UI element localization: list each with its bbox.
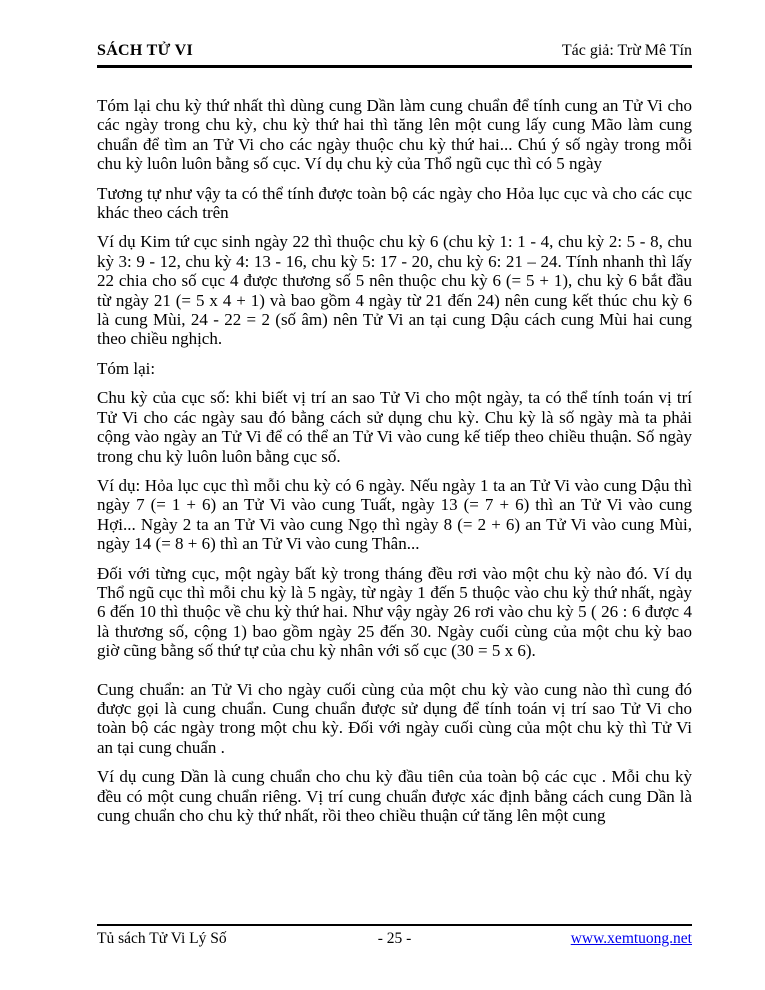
header-author: Tác giả: Trừ Mê Tín bbox=[561, 42, 692, 59]
footer-series-title: Tủ sách Tử Vi Lý Số bbox=[97, 930, 227, 947]
page-header bbox=[97, 42, 692, 68]
paragraph-2: Tương tự như vậy ta có thể tính được toàn bộ các ngày cho Hỏa lục cục và cho các cục khác theo cách trên bbox=[97, 183, 692, 223]
header-book-title: SÁCH TỬ VI bbox=[97, 42, 194, 59]
footer-page-number: - 25 - bbox=[377, 930, 412, 947]
paragraph-7: Đối với từng cục, một ngày bất kỳ trong tháng đều rơi vào một chu kỳ nào đó. Ví dụ Thổ ngũ cục thì mỗi chu kỳ là 5 ngày, từ ngày 1 đến 5 thuộc vào chu kỳ thứ nhất, ngày 6 đến 10 thì thuộc về chu kỳ thứ hai. Như vậy ngày 26 rơi vào chu kỳ 5 ( 26 : 6 được 4 là thương số, cộng 1) bao gồm ngày 25 đến 30. Ngày cuối cùng của một chu kỳ bao giờ cũng bằng số thứ tự của chu kỳ nhân với số cục (30 = 5 x 6). bbox=[97, 563, 692, 661]
paragraph-6: Ví dụ: Hỏa lục cục thì mỗi chu kỳ có 6 ngày. Nếu ngày 1 ta an Tử Vi vào cung Dậu thì ngày 7 (= 1 + 6) an Tử Vi vào cung Tuất, ngày 13 (= 7 + 6) thì an Tử Vi vào cung Hợi... Ngày 2 ta an Tử Vi vào cung Ngọ thì ngày 8 (= 2 + 6) an Tử Vi vào cung Mùi, ngày 14 (= 8 + 6) thì an Tử Vi vào cung Thân... bbox=[97, 475, 692, 554]
paragraph-1: Tóm lại chu kỳ thứ nhất thì dùng cung Dần làm cung chuẩn để tính cung an Tử Vi cho các ngày trong chu kỳ, chu kỳ thứ hai thì tăng lên một cung lấy cung Mão làm cung chuẩn để tìm an Tử Vi cho các ngày thuộc chu kỳ thứ hai... Chú ý số ngày trong mỗi chu kỳ luôn luôn bằng số cục. Ví dụ chu kỳ của Thổ ngũ cục thì có 5 ngày bbox=[97, 96, 692, 174]
paragraph-9: Ví dụ cung Dần là cung chuẩn cho chu kỳ đầu tiên của toàn bộ các cục . Mỗi chu kỳ đều có một cung chuẩn riêng. Vị trí cung chuẩn được xác định bằng cách cung Dần là cung chuẩn cho chu kỳ thứ nhất, rồi theo chiều thuận cứ tăng lên một cung bbox=[97, 767, 692, 825]
paragraph-5: Chu kỳ của cục số: khi biết vị trí an sao Tử Vi cho một ngày, ta có thể tính toán vị trí Tử Vi cho các ngày sau đó bằng cách sử dụng chu kỳ. Chu kỳ là số ngày mà ta phải cộng vào ngày an Tử Vi để có thể an Tử Vi vào cung kế tiếp theo chiều thuận. Số ngày trong chu kỳ luôn luôn bằng cục số. bbox=[97, 388, 692, 466]
paragraph-tom-lai-heading: Tóm lại: bbox=[97, 358, 156, 378]
page-footer bbox=[97, 924, 692, 948]
paragraph-8: Cung chuẩn: an Tử Vi cho ngày cuối cùng của một chu kỳ vào cung nào thì cung đó được gọi là cung chuẩn. Cung chuẩn được sử dụng để tính toán vị trí sao Tử Vi cho toàn bộ các ngày trong một chu kỳ. Đối với ngày cuối cùng của một chu kỳ thì Tử Vi an tại cung chuẩn . bbox=[97, 679, 692, 757]
paragraph-3: Ví dụ Kim tứ cục sinh ngày 22 thì thuộc chu kỳ 6 (chu kỳ 1: 1 - 4, chu kỳ 2: 5 - 8, chu kỳ 3: 9 - 12, chu kỳ 4: 13 - 16, chu kỳ 5: 17 - 20, chu kỳ 6: 21 – 24. Tính nhanh thì lấy 22 chia cho số cục 4 được thương số 5 nên thuộc chu kỳ 6 (= 5 + 1), chu kỳ 6 bắt đầu từ ngày 21 (= 5 x 4 + 1) và bao gồm 4 ngày từ 21 đến 24) nên cung kết thúc chu kỳ 6 là cung Mùi, 24 - 22 = 2 (số âm) nên Tử Vi an tại cung Dậu cách cung Mùi hai cung theo chiều nghịch. bbox=[97, 232, 692, 349]
footer-website-link[interactable]: www.xemtuong.net bbox=[570, 930, 692, 947]
page-body bbox=[97, 96, 692, 835]
